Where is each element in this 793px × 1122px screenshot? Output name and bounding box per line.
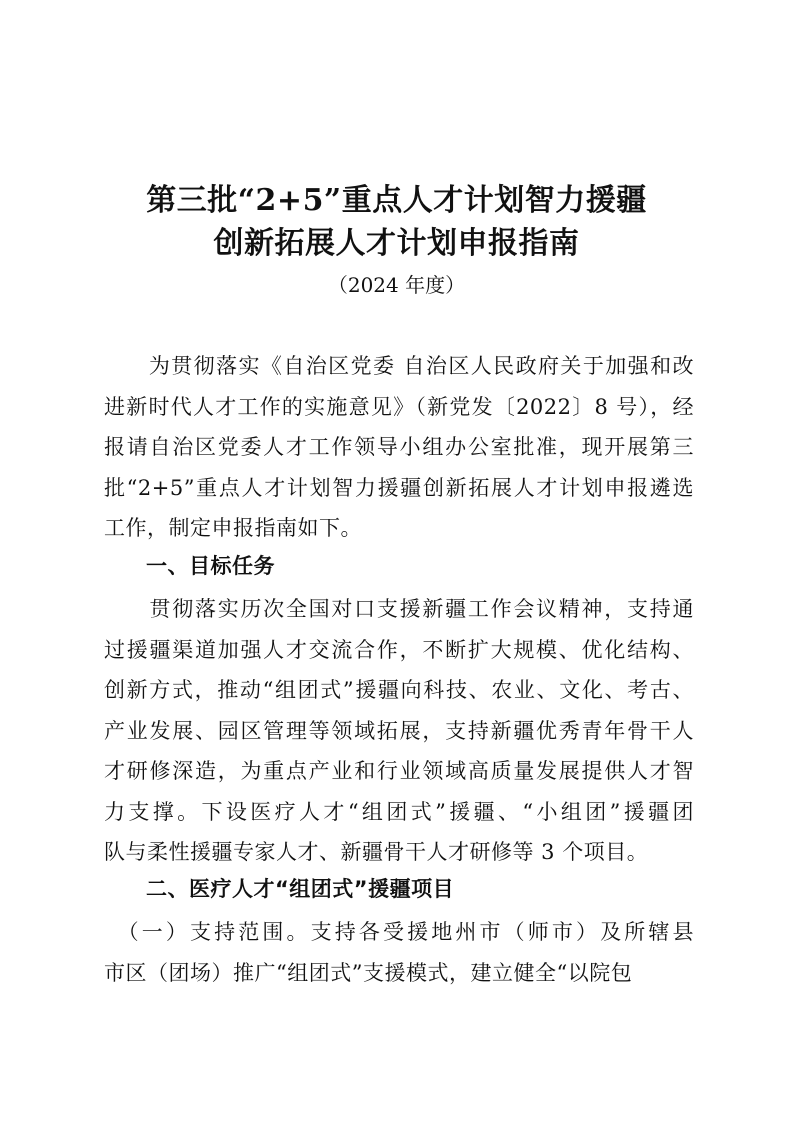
section-2-paragraph <box>104 912 694 993</box>
paragraph-line: 贯彻落实历次全国对口支援新疆工作会议精神，支持通 <box>104 597 694 621</box>
section-heading-2: 二、医疗人才“组团式”援疆项目 <box>146 877 455 901</box>
section-heading-1: 一、目标任务 <box>146 554 275 578</box>
paragraph-line: 批“2+5”重点人才计划智力援疆创新拓展人才计划申报遴选 <box>104 475 694 500</box>
paragraph-line: 报请自治区党委人才工作领导小组办公室批准，现开展第三 <box>104 435 694 459</box>
paragraph-line: 队与柔性援疆专家人才、新疆骨干人才研修等 3 个项目。 <box>104 840 649 864</box>
paragraph-line: 产业发展、园区管理等领域拓展，支持新疆优秀青年骨干人 <box>104 718 694 743</box>
paragraph-line: 进新时代人才工作的实施意见》（新党发〔2022〕8 号），经 <box>104 394 694 419</box>
paragraph-line: （一）支持范围。支持各受援地州市（师市）及所辖县 <box>104 920 694 944</box>
document-title-line-1: 第三批“2+5”重点人才计划智力援疆 <box>146 183 647 218</box>
paragraph-line: 力支撑。下设医疗人才“组团式”援疆、“小组团”援疆团 <box>104 799 694 824</box>
paragraph-line: 市区（团场）推广“组团式”支援模式，建立健全“以院包 <box>104 960 633 985</box>
paragraph-line: 创新方式，推动“组团式”援疆向科技、农业、文化、考古、 <box>104 678 694 702</box>
section-1-paragraph <box>104 589 694 873</box>
document-title-line-2: 创新拓展人才计划申报指南 <box>213 226 580 261</box>
paragraph-line: 工作，制定申报指南如下。 <box>104 516 362 540</box>
paragraph-line: 过援疆渠道加强人才交流合作，不断扩大规模、优化结构、 <box>104 637 694 662</box>
intro-paragraph <box>104 346 694 549</box>
document-year: （2024 年度） <box>327 273 466 297</box>
paragraph-line: 为贯彻落实《自治区党委 自治区人民政府关于加强和改 <box>104 354 694 378</box>
paragraph-line: 才研修深造，为重点产业和行业领域高质量发展提供人才智 <box>104 759 694 783</box>
